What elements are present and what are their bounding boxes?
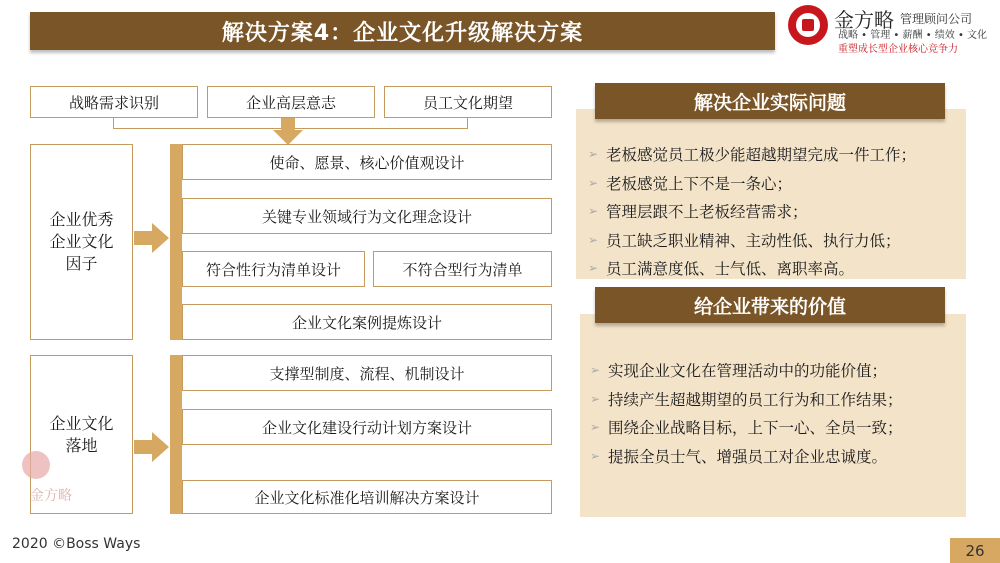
brand-name: 管理顾问公司 — [900, 12, 973, 26]
group-label-culture-factors: 企业优秀 企业文化 因子 — [30, 144, 133, 340]
watermark-logo-icon — [22, 451, 50, 479]
list-item: ➢ 持续产生超越期望的员工行为和工作结果； — [590, 390, 903, 409]
brand-slogan: 重塑成长型企业核心竞争力 — [838, 44, 958, 55]
group-label-culture-landing: 企业文化 落地 — [30, 355, 133, 514]
group1-bar — [170, 144, 182, 340]
right-arrow-icon — [134, 432, 170, 462]
list-item: ➢ 员工缺乏职业精神、主动性低、执行力低； — [588, 231, 901, 250]
list-item: ➢ 围绕企业战略目标，上下一心、全员一致； — [590, 419, 903, 438]
list-item: ➢ 实现企业文化在管理活动中的功能价值； — [590, 362, 888, 381]
input-box-employee: 员工文化期望 — [384, 86, 552, 118]
item-noncompliant-list: 不符合型行为清单 — [373, 251, 552, 287]
page-number: 26 — [950, 538, 1000, 563]
list-item: ➢ 员工满意度低、士气低、离职率高。 — [588, 260, 855, 279]
item-compliant-list: 符合性行为清单设计 — [182, 251, 365, 287]
logo-script-text: 金方略 — [834, 8, 894, 32]
down-arrow-icon — [272, 118, 304, 146]
item-support-systems: 支撑型制度、流程、机制设计 — [182, 355, 552, 391]
group2-bar — [170, 355, 182, 514]
input-box-leadership: 企业高层意志 — [207, 86, 375, 118]
list-item: ➢ 老板感觉员工极少能超越期望完成一件工作； — [588, 146, 917, 165]
item-behavior-concept: 关键专业领域行为文化理念设计 — [182, 198, 552, 234]
slide-title: 解决方案4：企业文化升级解决方案 — [30, 12, 775, 50]
brand-tagline: 战略 • 管理 • 薪酬 • 绩效 • 文化 — [838, 30, 988, 41]
value-title: 给企业带来的价值 — [595, 287, 945, 323]
list-item: ➢ 管理层跟不上老板经营需求； — [588, 203, 808, 222]
item-action-plan: 企业文化建设行动计划方案设计 — [182, 409, 552, 445]
problems-list — [588, 140, 964, 283]
input-box-strategy: 战略需求识别 — [30, 86, 198, 118]
list-item: ➢ 提振全员士气、增强员工对企业忠诚度。 — [590, 447, 888, 466]
watermark-script-text: 金方略 — [30, 488, 72, 504]
value-list — [590, 356, 966, 470]
company-logo-icon — [788, 5, 828, 45]
item-case-extraction: 企业文化案例提炼设计 — [182, 304, 552, 340]
item-training-solution: 企业文化标准化培训解决方案设计 — [182, 480, 552, 514]
problems-title: 解决企业实际问题 — [595, 83, 945, 119]
item-mission-vision: 使命、愿景、核心价值观设计 — [182, 144, 552, 180]
right-arrow-icon — [134, 223, 170, 253]
copyright-text: 2020 ©Boss Ways — [12, 536, 141, 552]
list-item: ➢ 老板感觉上下不是一条心； — [588, 174, 793, 193]
